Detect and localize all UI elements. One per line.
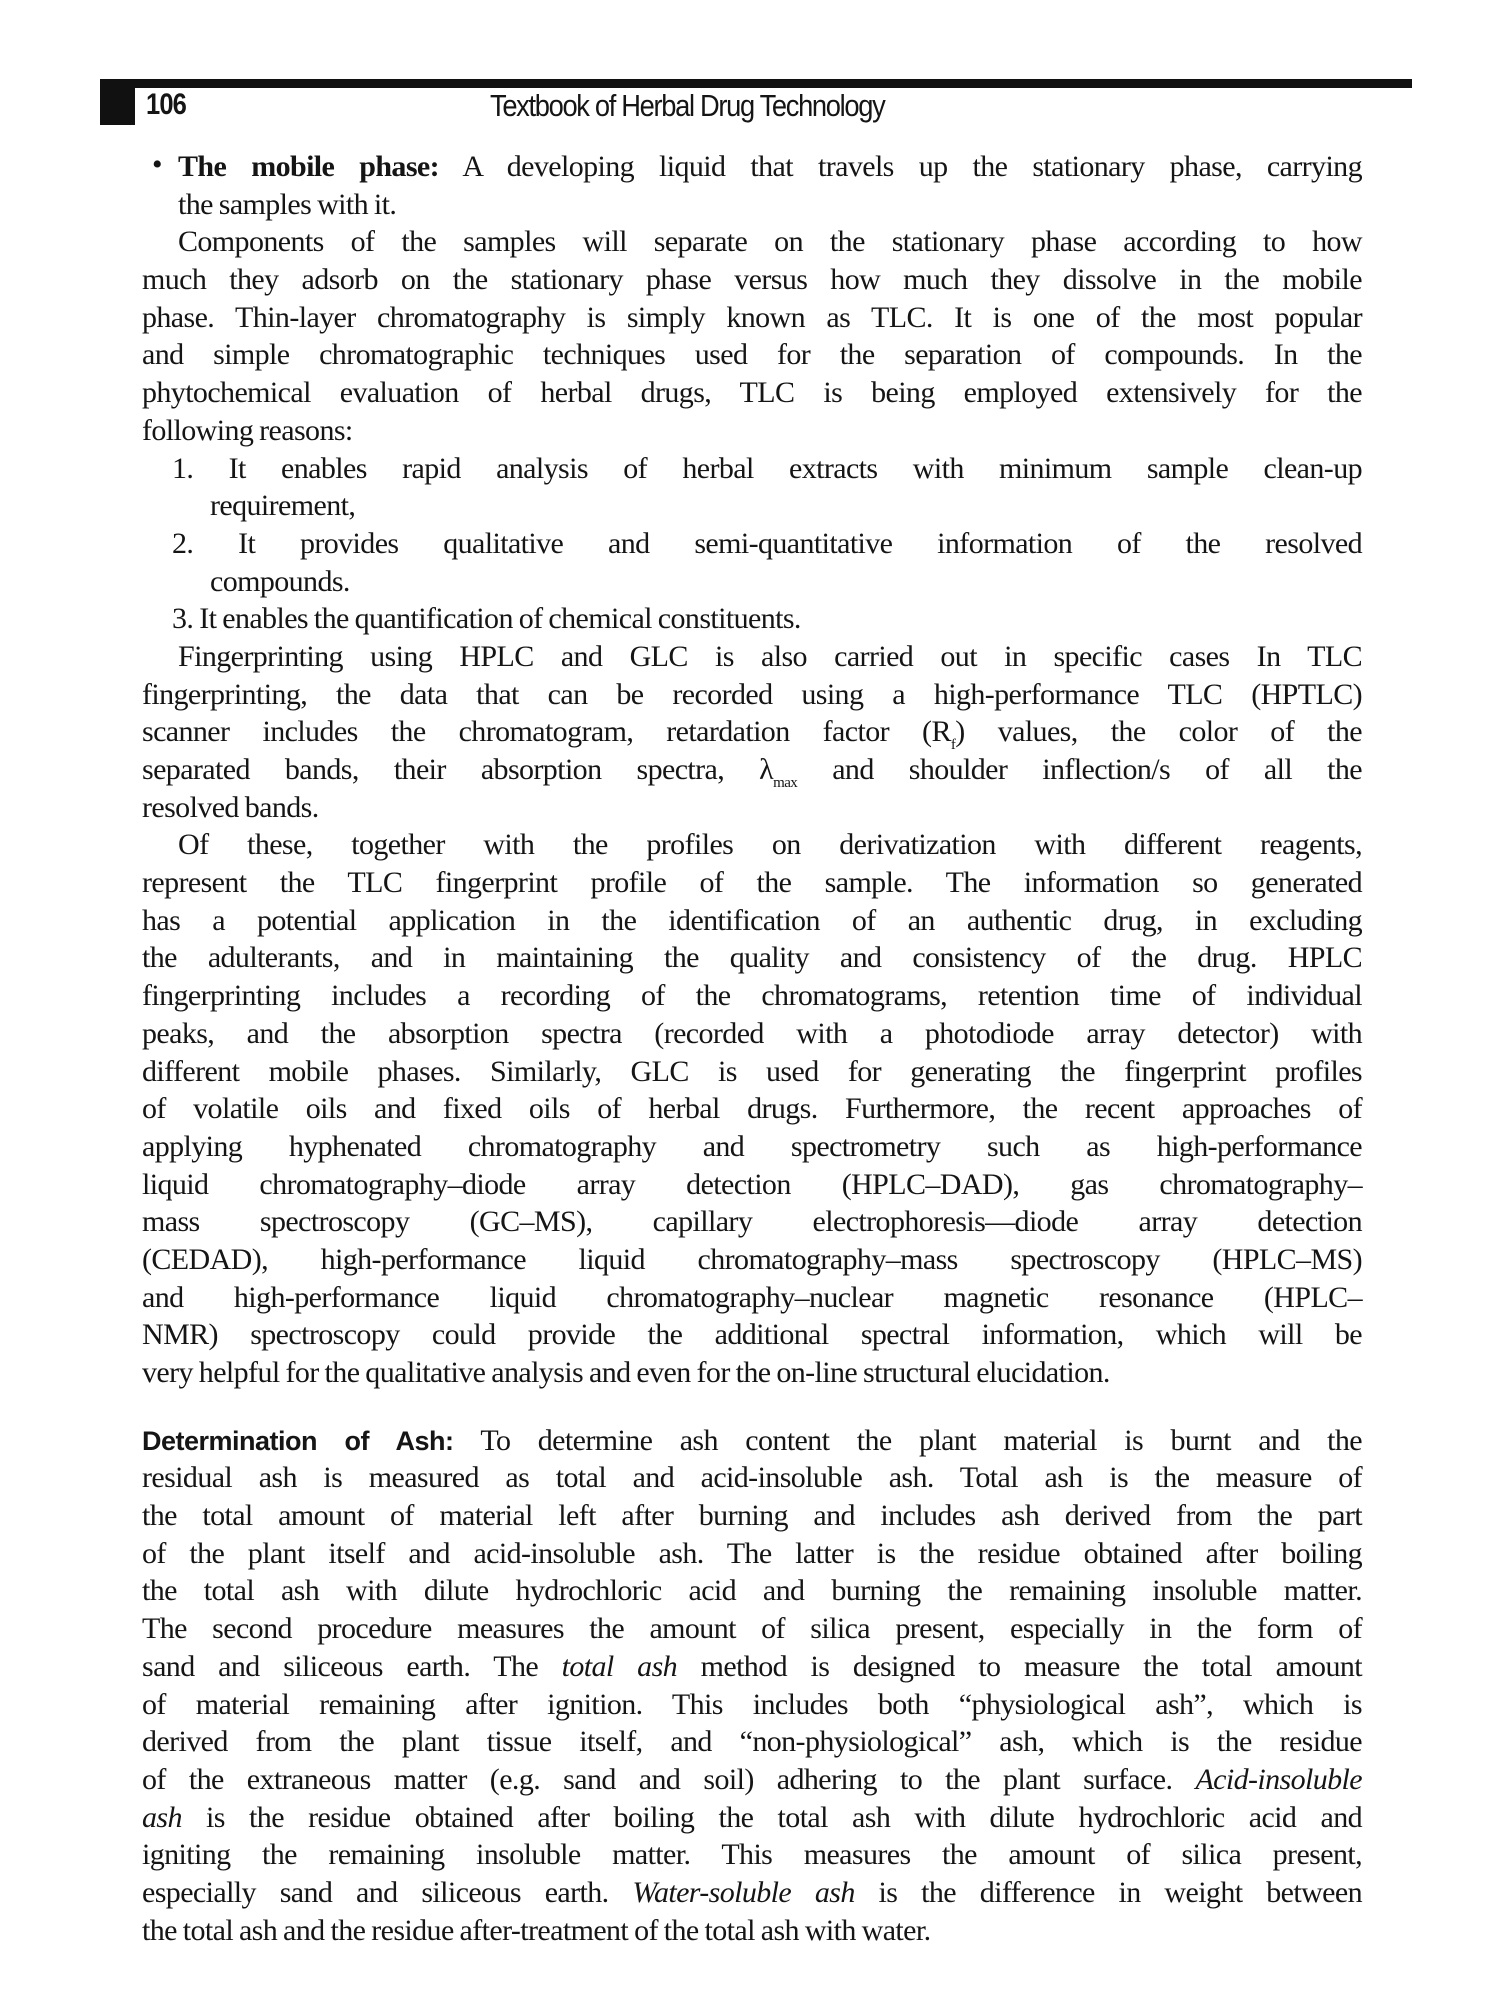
text-line <box>172 600 1362 638</box>
text-run: sand and siliceous earth. The <box>142 1649 562 1683</box>
text-line <box>142 412 1362 450</box>
text-line <box>142 1572 1362 1610</box>
text-run: applying hyphenated chromatography and spectrometry such as high-performance <box>142 1129 1362 1163</box>
text-line <box>142 864 1362 902</box>
text-line <box>142 676 1362 714</box>
subscript: max <box>773 775 798 791</box>
text-line <box>142 1610 1362 1648</box>
text-run: phytochemical evaluation of herbal drugs, TLC is being employed extensively for the <box>142 376 1362 410</box>
page-number: 106 <box>146 88 187 121</box>
text-run: following reasons: <box>142 413 353 447</box>
text-line <box>142 1459 1362 1497</box>
running-title: Textbook of Herbal Drug Technology <box>490 88 885 123</box>
para-block <box>142 638 1362 826</box>
text-run: very helpful for the qualitative analysis and even for the on-line structural elucidation. <box>142 1356 1110 1389</box>
text-run: especially sand and siliceous earth. <box>142 1875 633 1909</box>
section-gap <box>142 1392 1362 1422</box>
text-run: A developing liquid that travels up the stationary phase, carrying <box>439 150 1362 183</box>
para-block <box>142 223 1362 449</box>
text-run: derived from the plant tissue itself, and “non-physiological” ash, which is the residue <box>142 1725 1362 1759</box>
text-line <box>172 525 1362 563</box>
text-run: The second procedure measures the amount of silica present, especially in the form of <box>142 1612 1362 1646</box>
text-line <box>142 1128 1362 1166</box>
text-run: 3. It enables the quantification of chemical constituents. <box>172 602 801 636</box>
para-block <box>142 826 1362 1391</box>
list-item-block <box>142 525 1362 600</box>
text-run: compounds. <box>210 564 350 598</box>
text-line <box>142 1090 1362 1128</box>
text-run: and shoulder inflection/s of all the <box>797 753 1362 786</box>
section-determination-of-ash <box>142 1422 1362 1950</box>
header-rule <box>100 79 1412 88</box>
text-run: phase. Thin-layer chromatography is simply known as TLC. It is one of the most popular <box>142 300 1362 334</box>
text-run: igniting the remaining insoluble matter. This measures the amount of silica present, <box>142 1838 1362 1872</box>
text-run: and high-performance liquid chromatography–nuclear magnetic resonance (HPLC– <box>142 1280 1362 1314</box>
text-line <box>142 977 1362 1015</box>
text-run: the samples with it. <box>178 187 397 221</box>
text-run: Fingerprinting using HPLC and GLC is also carried out in specific cases In TLC <box>178 639 1362 673</box>
text-run: ) values, the color of the <box>955 715 1362 749</box>
text-line <box>142 751 1362 789</box>
text-line <box>142 1912 1362 1950</box>
text-line <box>142 902 1362 940</box>
text-run: and simple chromatographic techniques used for the separation of compounds. In the <box>142 338 1362 372</box>
text-run: different mobile phases. Similarly, GLC is used for generating the fingerprint profiles <box>142 1054 1362 1088</box>
text-run: the adulterants, and in maintaining the quality and consistency of the drug. HPLC <box>142 941 1362 975</box>
text-line <box>142 1053 1362 1091</box>
text-run: is the difference in weight between <box>854 1875 1362 1909</box>
text-run: of the plant itself and acid-insoluble ash. The latter is the residue obtained after boiling <box>142 1536 1362 1570</box>
text-run: much they adsorb on the stationary phase versus how much they dissolve in the mobile <box>142 263 1362 297</box>
list-item-block <box>142 450 1362 525</box>
text-run: liquid chromatography–diode array detection (HPLC–DAD), gas chromatography– <box>142 1167 1362 1201</box>
text-run: fingerprinting includes a recording of the chromatograms, retention time of individual <box>142 979 1362 1013</box>
text-run: separated bands, their absorption spectra, λ <box>142 753 774 786</box>
text-run: fingerprinting, the data that can be recorded using a high-performance TLC (HPTLC) <box>142 677 1362 711</box>
text-line <box>178 638 1362 676</box>
text-line <box>178 186 1362 224</box>
text-run: the total amount of material left after burning and includes ash derived from the part <box>142 1499 1362 1533</box>
text-run: To determine ash content the plant material is burnt and the <box>453 1423 1362 1457</box>
text-line <box>142 1723 1362 1761</box>
text-line <box>210 563 1362 601</box>
header-page-marker <box>100 79 135 125</box>
text-line <box>142 1648 1362 1686</box>
text-run: mass spectroscopy (GC–MS), capillary electrophoresis—diode array detection <box>142 1205 1362 1239</box>
text-run: scanner includes the chromatogram, retardation factor (R <box>142 715 951 749</box>
text-run: method is designed to measure the total amount <box>677 1649 1362 1683</box>
list-item-block <box>142 600 1362 638</box>
text-run: represent the TLC fingerprint profile of the sample. The information so generated <box>142 866 1362 900</box>
text-run: resolved bands. <box>142 790 319 824</box>
text-line <box>142 1535 1362 1573</box>
bold-term: The mobile phase: <box>178 150 439 183</box>
text-line <box>142 1836 1362 1874</box>
text-line <box>210 487 1362 525</box>
text-line <box>142 1799 1362 1837</box>
text-line <box>142 1874 1362 1912</box>
text-line <box>142 1686 1362 1724</box>
text-line <box>142 374 1362 412</box>
section-heading: Determination of Ash: <box>142 1425 454 1456</box>
text-run: (CEDAD), high-performance liquid chromatography–mass spectroscopy (HPLC–MS) <box>142 1242 1362 1276</box>
text-run: the total ash with dilute hydrochloric acid and burning the remaining insoluble matter. <box>142 1574 1362 1608</box>
text-line <box>178 826 1362 864</box>
text-run: 2. It provides qualitative and semi-quantitative information of the resolved <box>172 526 1362 560</box>
text-line <box>142 789 1362 827</box>
text-run: peaks, and the absorption spectra (recorded with a photodiode array detector) with <box>142 1016 1362 1050</box>
text-line <box>178 148 1362 186</box>
text-run: is the residue obtained after boiling the total ash with dilute hydrochloric acid and <box>181 1800 1362 1834</box>
text-run: has a potential application in the identification of an authentic drug, in excluding <box>142 903 1362 937</box>
italic-term: Water-soluble ash <box>632 1875 855 1909</box>
text-run: requirement, <box>210 489 356 523</box>
text-run: 1. It enables rapid analysis of herbal extracts with minimum sample clean-up <box>172 451 1362 485</box>
text-run: Components of the samples will separate on the stationary phase according to how <box>178 225 1362 259</box>
text-line <box>142 1279 1362 1317</box>
bullet-icon: • <box>152 148 163 181</box>
italic-term: Acid-insoluble <box>1195 1762 1362 1796</box>
text-line <box>142 1422 1362 1460</box>
text-line <box>142 1203 1362 1241</box>
text-line <box>172 450 1362 488</box>
text-run: of material remaining after ignition. This includes both “physiological ash”, which is <box>142 1687 1362 1721</box>
text-line <box>142 939 1362 977</box>
page-body <box>142 148 1362 1949</box>
text-line <box>142 1316 1362 1354</box>
text-line <box>142 1354 1362 1392</box>
italic-term: total ash <box>561 1649 678 1683</box>
text-line <box>142 713 1362 754</box>
text-run: the total ash and the residue after-treatment of the total ash with water. <box>142 1913 931 1947</box>
text-run: residual ash is measured as total and acid-insoluble ash. Total ash is the measure of <box>142 1461 1362 1495</box>
text-line <box>178 223 1362 261</box>
text-run: of the extraneous matter (e.g. sand and soil) adhering to the plant surface. <box>142 1762 1196 1796</box>
text-run: of volatile oils and fixed oils of herbal drugs. Furthermore, the recent approaches of <box>142 1092 1362 1126</box>
text-line <box>142 1761 1362 1799</box>
text-line <box>142 261 1362 299</box>
text-line <box>142 1015 1362 1053</box>
text-line <box>142 299 1362 337</box>
text-line <box>142 336 1362 374</box>
text-line <box>142 1497 1362 1535</box>
text-run: NMR) spectroscopy could provide the additional spectral information, which will be <box>142 1318 1362 1352</box>
italic-term: ash <box>142 1800 182 1834</box>
bullet-block <box>142 148 1362 223</box>
text-line <box>142 1166 1362 1204</box>
subscript: f <box>950 737 956 754</box>
text-run: Of these, together with the profiles on derivatization with different reagents, <box>178 828 1362 862</box>
text-line <box>142 1241 1362 1279</box>
